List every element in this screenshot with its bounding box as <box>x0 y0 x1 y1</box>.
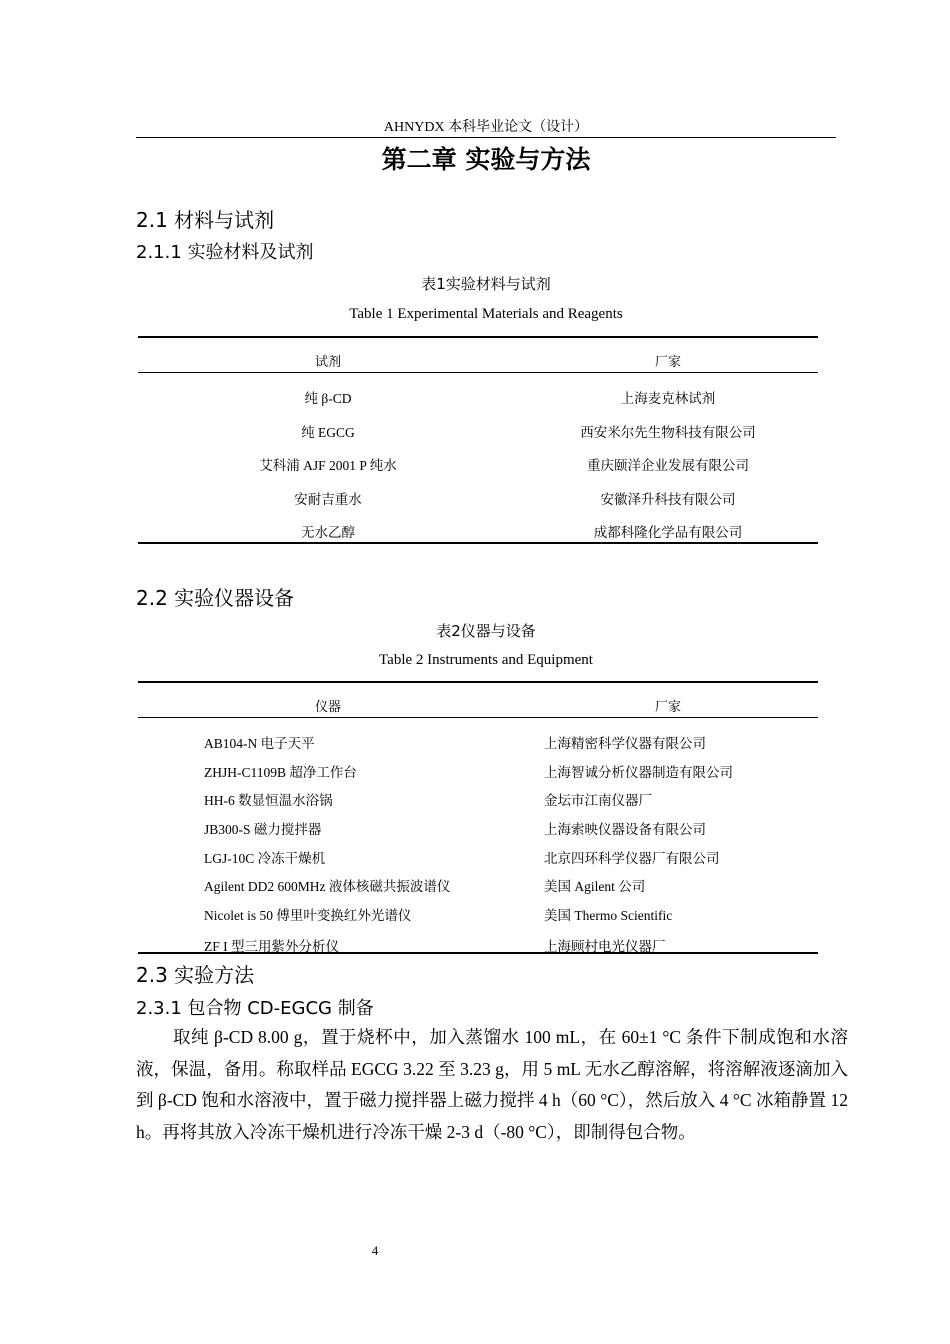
table1-header-reagent: 试剂 <box>314 354 341 369</box>
section-2-1-heading: 2.1 材料与试剂 <box>136 208 275 232</box>
table2-caption-cn: 表2仪器与设备 <box>436 622 536 640</box>
table2-cell: 美国 Agilent 公司 <box>544 879 646 894</box>
chapter-title: 第二章 实验与方法 <box>381 145 591 174</box>
table1-caption-cn: 表1实验材料与试剂 <box>421 275 551 293</box>
header-rule <box>136 137 836 138</box>
section-2-3-1-heading: 2.3.1 包合物 CD-EGCG 制备 <box>136 998 374 1019</box>
table1-cell: 纯 EGCG <box>301 425 355 440</box>
table2-caption-en: Table 2 Instruments and Equipment <box>379 652 593 668</box>
table2-header-rule <box>138 717 818 718</box>
table1-caption-en: Table 1 Experimental Materials and Reagents <box>349 306 623 322</box>
table2-cell: HH-6 数显恒温水浴锅 <box>204 793 333 808</box>
table2-header-instrument: 仪器 <box>314 699 341 714</box>
table2-cell: 上海顾村电光仪器厂 <box>544 939 666 954</box>
table2-header-manufacturer: 厂家 <box>654 699 681 714</box>
table1-header-manufacturer: 厂家 <box>654 354 681 369</box>
section-2-2-heading: 2.2 实验仪器设备 <box>136 586 295 610</box>
table1-cell: 无水乙醇 <box>301 525 355 540</box>
table1-cell: 安耐吉重水 <box>294 492 362 507</box>
table2-cell: ZF I 型三用紫外分析仪 <box>204 939 339 954</box>
table1-cell: 上海麦克林试剂 <box>620 391 716 406</box>
table1-bottom-rule <box>138 542 818 544</box>
table2-cell: AB104-N 电子天平 <box>204 736 315 751</box>
table1-cell: 安徽泽升科技有限公司 <box>600 492 736 507</box>
table2-bottom-rule <box>138 952 818 954</box>
table1-cell: 重庆颐洋企业发展有限公司 <box>587 458 749 473</box>
table2-cell: 美国 Thermo Scientific <box>544 908 673 923</box>
table2-cell: 上海智诚分析仪器制造有限公司 <box>544 765 733 780</box>
table1-top-rule <box>138 336 818 338</box>
table1-header-rule <box>138 372 818 373</box>
section-2-3-heading: 2.3 实验方法 <box>136 963 255 987</box>
table2-top-rule <box>138 681 818 683</box>
page-number: 4 <box>371 1243 379 1258</box>
table2-cell: JB300-S 磁力搅拌器 <box>204 822 322 837</box>
table2-cell: Nicolet is 50 傅里叶变换红外光谱仪 <box>204 908 412 923</box>
table2-cell: ZHJH-C1109B 超净工作台 <box>204 765 357 780</box>
table2-cell: 上海索映仪器设备有限公司 <box>544 822 706 837</box>
body-paragraph: 取纯 β-CD 8.00 g，置于烧杯中，加入蒸馏水 100 mL，在 60±1 °C 条件下制成饱和水溶液，保温，备用。称取样品 EGCG 3.22 至 3.23 g，用 5 mL 无水乙醇溶解，将溶解液逐滴加入到 β-CD 饱和水溶液中，置于磁力搅拌器上磁力搅拌 4 h（60 °C），然后放入 4 °C 冰箱静置 12 h。再将其放入冷冻干燥机进行冷冻干燥 2-3 d（-80 °C），即制得包合物。 <box>136 1027 848 1142</box>
table2-cell: LGJ-10C 冷冻干燥机 <box>204 851 326 866</box>
running-header: AHNYDX 本科毕业论文（设计） <box>383 120 589 135</box>
table2-cell: 北京四环科学仪器厂有限公司 <box>544 851 720 866</box>
table1-cell: 成都科隆化学品有限公司 <box>593 525 743 540</box>
table1-cell: 纯 β-CD <box>304 391 352 406</box>
table2-cell: 金坛市江南仪器厂 <box>544 793 652 808</box>
table1-cell: 艾科浦 AJF 2001 P 纯水 <box>259 458 397 473</box>
table2-cell: 上海精密科学仪器有限公司 <box>544 736 706 751</box>
table2-cell: Agilent DD2 600MHz 液体核磁共振波谱仪 <box>204 879 451 894</box>
section-2-1-1-heading: 2.1.1 实验材料及试剂 <box>136 242 314 263</box>
table1-cell: 西安米尔先生物科技有限公司 <box>580 425 756 440</box>
